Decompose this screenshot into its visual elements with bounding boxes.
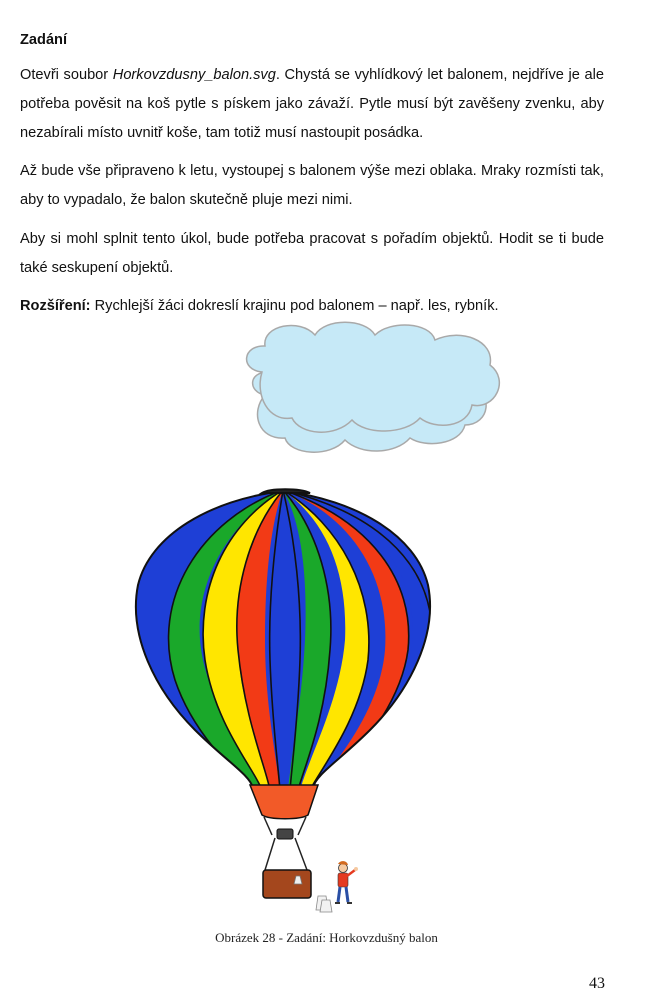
person-figure [335,861,358,904]
p1-filename: Horkovzdusny_balon.svg [112,67,276,83]
paragraph-2: Až bude vše připraveno k letu, vystoupej s balonem výše mezi oblaka. Mraky rozmísti tak, aby to vypadalo, že balon skutečně pluje mezi nimi. [20,163,604,208]
balloon-skirt [250,785,318,819]
balloon-illustration [120,320,540,920]
paragraph-3: Aby si mohl splnit tento úkol, bude potřeba pracovat s pořadím objektů. Hodit se ti bude také seskupení objektů. [20,231,604,276]
balloon-ropes [264,817,307,870]
sandbags-ground [316,896,332,912]
p4-text: Rychlejší žáci dokreslí krajinu pod balonem – např. les, rybník. [90,298,499,314]
cloud-front [247,322,500,432]
paragraph-4 [20,292,604,321]
balloon-crown [262,489,310,493]
p1-after: . Chystá se vyhlídkový let balonem, nejdříve je ale potřeba pověsit na koš pytle s pískem jako závaží. Pytle musí být zavěšeny zvenku, aby nezabírali místo uvnitř koše, tam totiž musí nastoupit posádka. [20,67,604,141]
p1-before: Otevři soubor [20,67,113,83]
paragraph-1 [20,61,604,148]
balloon-envelope [120,480,440,800]
page-number: 43 [589,975,605,992]
p4-label: Rozšíření: [20,298,91,314]
basket [263,870,311,898]
section-heading: Zadání [20,32,68,48]
burner [277,829,293,839]
figure-caption: Obrázek 28 - Zadání: Horkovzdušný balon [215,930,438,945]
